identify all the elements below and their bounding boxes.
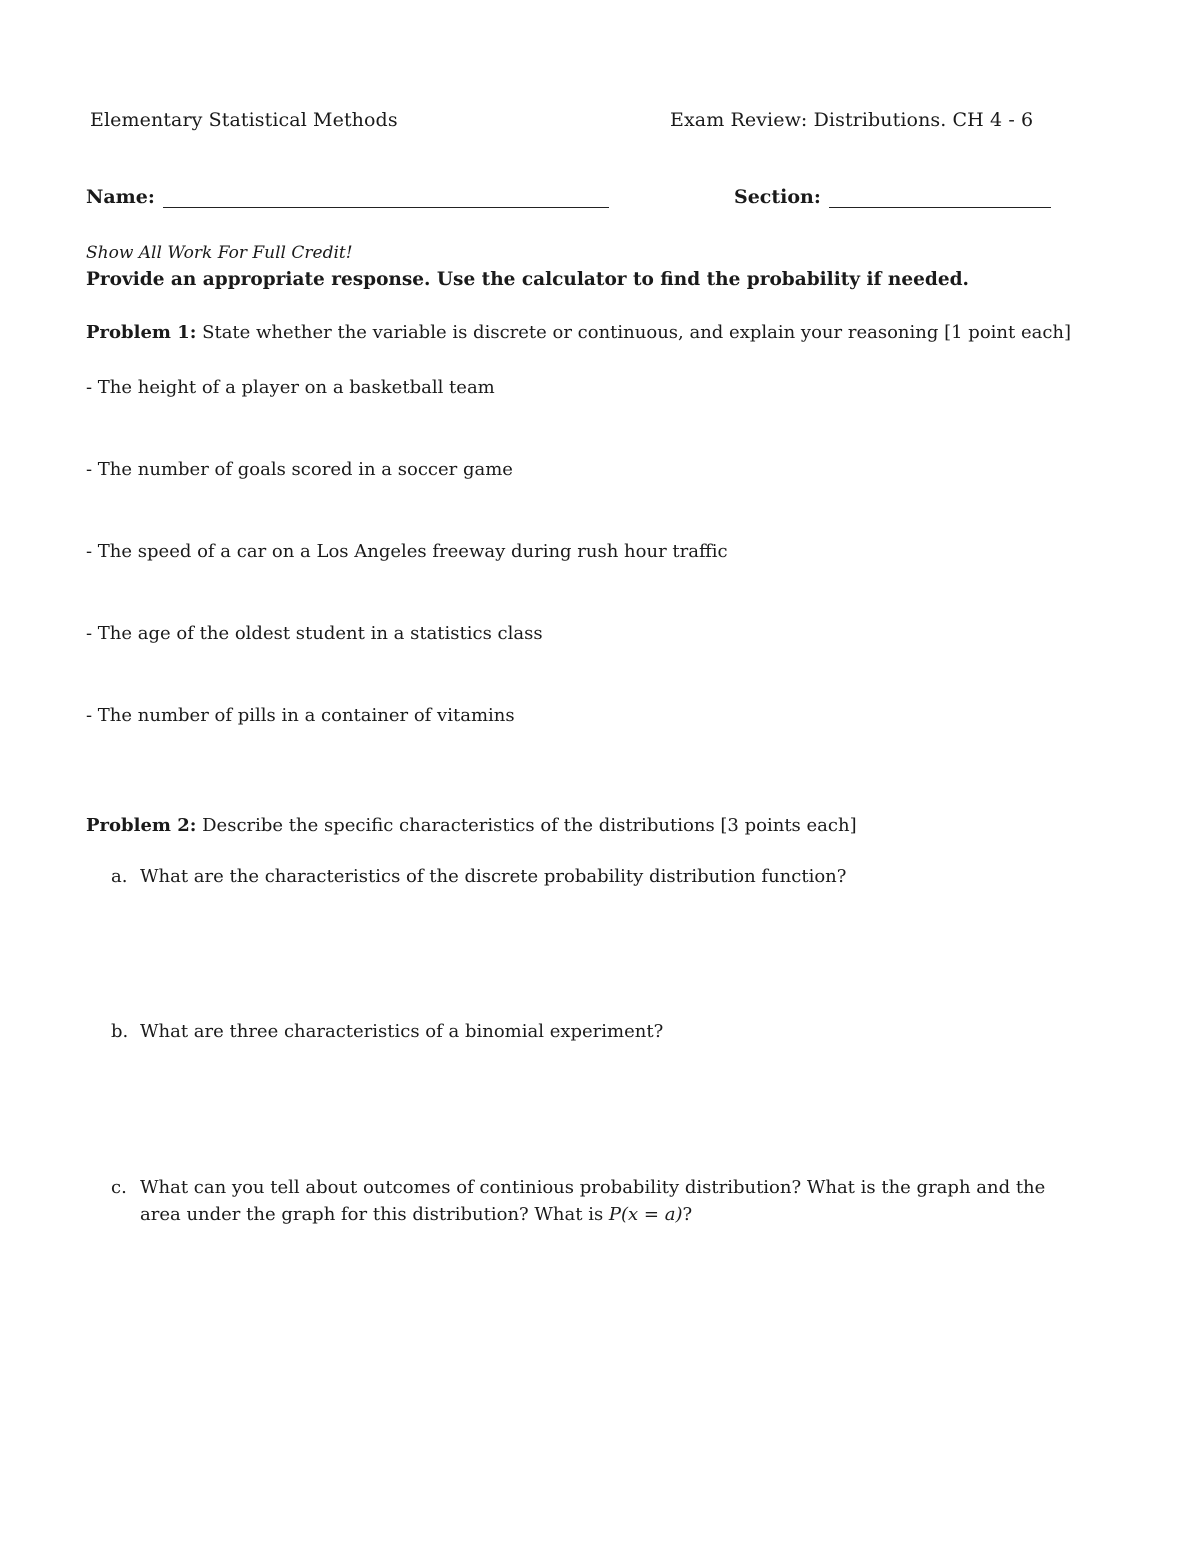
part-a-text: What are the characteristics of the discrete probability distribution function? [140, 866, 847, 887]
problem-1-label: Problem 1: [86, 322, 197, 343]
part-a-letter: a. [111, 866, 128, 887]
show-work-note: Show All Work For Full Credit! [86, 243, 353, 263]
probability-expression: P(x = a) [608, 1204, 683, 1225]
problem-1-item: - The age of the oldest student in a statistics class [86, 623, 543, 644]
problem-2-text: Describe the specific characteristics of the distributions [3 points each] [202, 815, 857, 836]
part-c-line-1: What can you tell about outcomes of continious probability distribution? What is the graph and the [140, 1177, 1046, 1198]
problem-1-item: - The height of a player on a basketball team [86, 377, 495, 398]
part-b-text: What are three characteristics of a binomial experiment? [140, 1021, 664, 1042]
section-label: Section: [734, 186, 821, 208]
part-c-line-2 [140, 1204, 692, 1225]
problem-1-item: - The speed of a car on a Los Angeles freeway during rush hour traffic [86, 541, 728, 562]
part-c-line-2-pre: area under the graph for this distribution? What is [140, 1204, 609, 1225]
instructions: Provide an appropriate response. Use the calculator to find the probability if needed. [86, 269, 969, 290]
problem-1-item: - The number of goals scored in a soccer game [86, 459, 513, 480]
name-label: Name: [86, 186, 155, 208]
part-c-line-2-post: ? [682, 1204, 693, 1225]
name-field[interactable] [163, 207, 609, 208]
exam-title: Exam Review: Distributions. CH 4 - 6 [670, 109, 1034, 131]
section-field[interactable] [829, 207, 1051, 208]
course-title: Elementary Statistical Methods [90, 109, 398, 131]
part-b-letter: b. [111, 1021, 129, 1042]
part-c-letter: c. [111, 1177, 127, 1198]
problem-2-heading [86, 815, 857, 836]
problem-1-heading [86, 322, 1071, 343]
problem-2-label: Problem 2: [86, 815, 197, 836]
problem-1-text: State whether the variable is discrete or continuous, and explain your reasoning [1 point each] [202, 322, 1072, 343]
problem-1-item: - The number of pills in a container of vitamins [86, 705, 515, 726]
